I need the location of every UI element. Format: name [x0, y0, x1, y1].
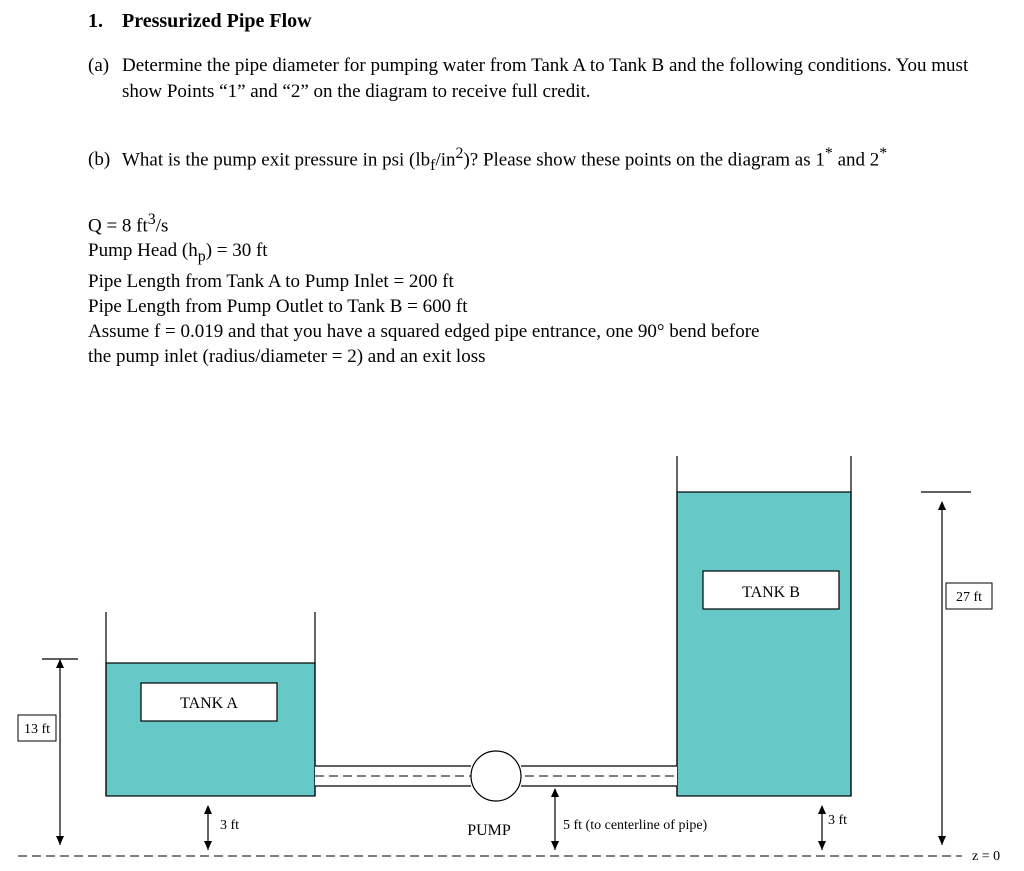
flow-unit: /s [155, 215, 169, 237]
part-b-text-4: and 2 [832, 149, 880, 171]
part-b-label: (b) [88, 149, 111, 171]
part-b-text-2: /in [435, 149, 456, 171]
pump-label: PUMP [467, 822, 511, 839]
tank-b-label: TANK B [742, 584, 800, 601]
tank-a [106, 612, 315, 796]
datum-label: z = 0 [972, 849, 1001, 864]
given-assume-1: Assume f = 0.019 and that you have a squared edged pipe entrance, one 90° bend before [88, 321, 760, 343]
problem-number: 1. [88, 10, 103, 32]
given-length-a: Pipe Length from Tank A to Pump Inlet = 200 ft [88, 271, 454, 293]
dim-3-right-label: 3 ft [828, 813, 848, 828]
given-assume-2: the pump inlet (radius/diameter = 2) and an exit loss [88, 346, 486, 368]
flow-text: Q = 8 ft [88, 215, 148, 237]
dim-13-label: 13 ft [23, 722, 51, 737]
pump [467, 751, 521, 839]
flow-sup: 3 [147, 211, 156, 229]
dimension-5ft [555, 789, 708, 850]
pump-head-text: Pump Head (h [88, 240, 198, 262]
dim-5-label: 5 ft (to centerline of pipe) [563, 818, 708, 833]
pump-circle [471, 751, 521, 801]
tank-b-water [677, 492, 851, 796]
dim-3-left-label: 3 ft [220, 818, 240, 833]
part-b-sub: f [430, 157, 436, 175]
part-a-text: Determine the pipe diameter for pumping water from Tank A to Tank B and the following conditions. You must show Points “1” and “2” on the diagram to receive full credit. [122, 55, 969, 102]
part-b-star-1: * [824, 145, 833, 162]
dimension-3ft-left [208, 806, 239, 850]
dimension-27ft [921, 492, 992, 845]
pump-head-sub: p [197, 248, 206, 266]
problem-title: Pressurized Pipe Flow [122, 10, 312, 32]
tank-b [677, 456, 851, 796]
dimension-13ft [18, 659, 78, 845]
dimension-3ft-right [822, 806, 847, 850]
part-a-label: (a) [88, 55, 110, 76]
pump-head-value: ) = 30 ft [205, 240, 268, 262]
part-b-text-3: )? Please show these points on the diagram as 1 [463, 149, 825, 171]
tank-a-label: TANK A [180, 695, 238, 712]
part-b-star-2: * [879, 145, 888, 162]
part-b-sup: 2 [455, 145, 464, 162]
part-b-text-1: What is the pump exit pressure in psi (lb [122, 149, 431, 171]
given-length-b: Pipe Length from Pump Outlet to Tank B = 600 ft [88, 296, 468, 318]
dim-27-label: 27 ft [955, 590, 983, 605]
